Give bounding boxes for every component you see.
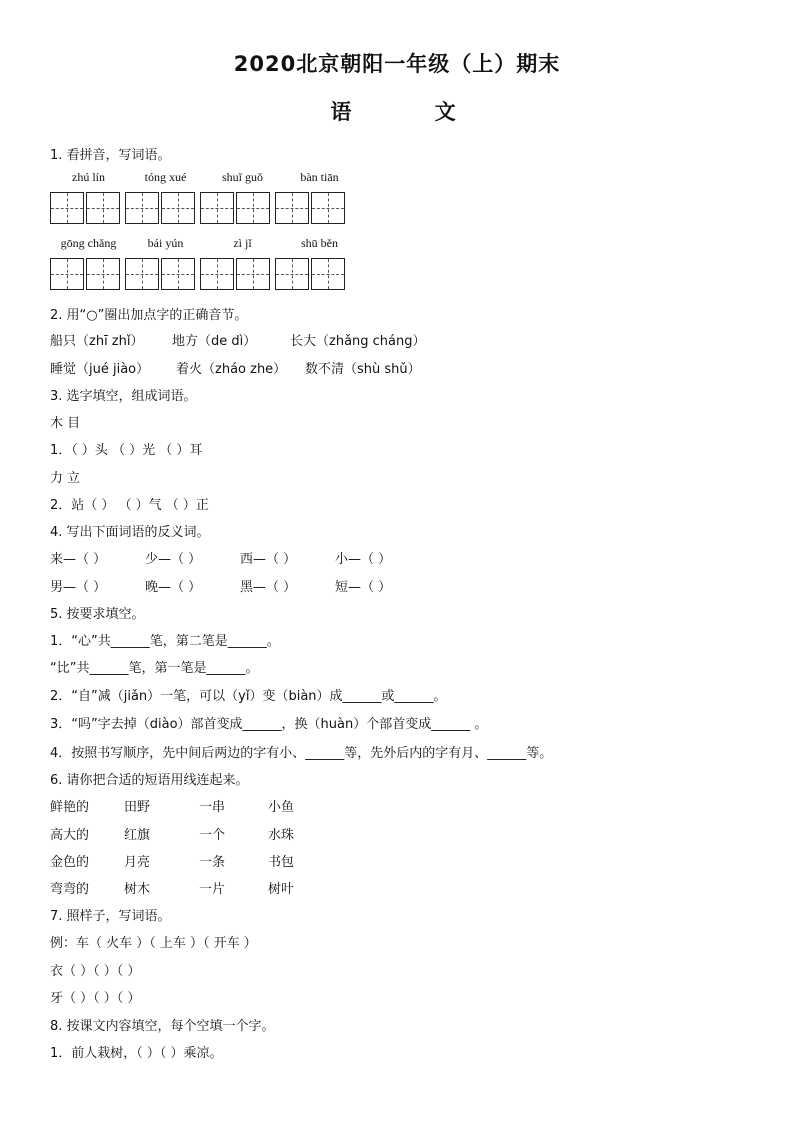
question-5-label: 5. 按要求填空。 — [50, 607, 145, 622]
q2-item: 地方（de dì） — [172, 334, 257, 349]
q2-item: 数不清（shù shǔ） — [305, 362, 421, 377]
antonym-item: 西—（ ） — [240, 552, 297, 567]
pinyin-label: shuǐ guǒ — [221, 170, 263, 184]
q1-writing-grid-row2 — [50, 258, 350, 290]
question-6-label: 6. 请你把合适的短语用线连起来。 — [50, 773, 249, 788]
question-4-label: 4. 写出下面词语的反义词。 — [50, 525, 210, 540]
writing-box[interactable] — [275, 192, 309, 224]
writing-box[interactable] — [311, 258, 345, 290]
q5-line: 2．“自”减（jiǎn）一笔，可以（yǐ）变（biàn）成______或______。 — [50, 689, 447, 704]
writing-box[interactable] — [50, 258, 84, 290]
match-item[interactable]: 弯弯的 — [50, 882, 90, 897]
writing-box[interactable] — [125, 258, 159, 290]
match-item[interactable]: 一条 — [199, 855, 226, 870]
match-item[interactable]: 一个 — [199, 828, 226, 843]
writing-box[interactable] — [125, 192, 159, 224]
q5-line: 3．“吗”字去掉（diào）部首变成______，换（huàn）个部首变成______ 。 — [50, 717, 488, 732]
antonym-item: 晚—（ ） — [145, 580, 202, 595]
match-item[interactable]: 高大的 — [50, 828, 90, 843]
question-1-label: 1. 看拼音，写词语。 — [50, 148, 171, 163]
writing-box-pair — [200, 258, 270, 290]
q2-item: 船只（zhī zhǐ） — [50, 334, 144, 349]
q3-fill-line: 2．站（ ） （ ）气 （ ）正 — [50, 498, 209, 513]
page-title: 2020北京朝阳一年级（上）期末 — [233, 52, 561, 76]
pinyin-label: gōng chǎng — [60, 236, 117, 250]
match-item[interactable]: 月亮 — [124, 855, 151, 870]
writing-box-pair — [200, 192, 270, 224]
pinyin-label: zhú lín — [72, 170, 105, 184]
match-item[interactable]: 金色的 — [50, 855, 90, 870]
question-8-label: 8. 按课文内容填空，每个空填一个字。 — [50, 1019, 275, 1034]
q7-example-line: 例：车（ 火车 ）（ 上车 ）（ 开车 ） — [50, 936, 257, 951]
writing-box-pair — [275, 192, 345, 224]
match-item[interactable]: 鲜艳的 — [50, 800, 90, 815]
q3-choice-chars: 力 立 — [50, 471, 81, 486]
pinyin-label: bàn tiān — [300, 170, 339, 184]
match-item[interactable]: 一片 — [199, 882, 226, 897]
writing-box[interactable] — [200, 192, 234, 224]
antonym-item: 男—（ ） — [50, 580, 107, 595]
q5-line: 4．按照书写顺序，先中间后两边的字有小、______等，先外后内的字有月、______等。 — [50, 746, 553, 761]
writing-box[interactable] — [161, 258, 195, 290]
writing-box-pair — [50, 192, 120, 224]
match-item[interactable]: 树叶 — [268, 882, 295, 897]
writing-box-pair — [50, 258, 120, 290]
subject-title: 语 文 — [330, 100, 494, 124]
q2-item: 睡觉（jué jiào） — [50, 362, 150, 377]
pinyin-label: bái yún — [147, 236, 184, 250]
match-item[interactable]: 红旗 — [124, 828, 151, 843]
pinyin-label: zì jǐ — [233, 236, 252, 250]
question-7-label: 7. 照样子，写词语。 — [50, 909, 171, 924]
q2-item: 长大（zhǎng cháng） — [290, 334, 426, 349]
match-item[interactable]: 水珠 — [268, 828, 295, 843]
q5-line: 1．“心”共______笔，第二笔是______。 — [50, 634, 280, 649]
writing-box[interactable] — [50, 192, 84, 224]
antonym-item: 少—（ ） — [145, 552, 202, 567]
antonym-item: 短—（ ） — [335, 580, 392, 595]
q3-fill-line: 1．（ ）头 （ ）光 （ ）耳 — [50, 443, 203, 458]
q2-item: 着火（zháo zhe） — [176, 362, 287, 377]
match-item[interactable]: 田野 — [124, 800, 151, 815]
antonym-item: 黑—（ ） — [240, 580, 297, 595]
q8-fill-line: 1．前人栽树，（ ）（ ）乘凉。 — [50, 1046, 223, 1061]
match-item[interactable]: 小鱼 — [268, 800, 295, 815]
q5-line: “比”共______笔，第一笔是______。 — [50, 661, 259, 676]
q7-fill-line: 衣（ ）（ ）（ ） — [50, 964, 141, 979]
q1-writing-grid-row1 — [50, 192, 350, 224]
writing-box[interactable] — [86, 258, 120, 290]
antonym-item: 小—（ ） — [335, 552, 392, 567]
writing-box-pair — [275, 258, 345, 290]
writing-box[interactable] — [311, 192, 345, 224]
q1-row2-pinyin — [50, 236, 358, 251]
match-item[interactable]: 一串 — [199, 800, 226, 815]
question-2-label: 2. 用“○”圈出加点字的正确音节。 — [50, 308, 248, 323]
q7-fill-line: 牙（ ）（ ）（ ） — [50, 991, 141, 1006]
antonym-item: 来—（ ） — [50, 552, 107, 567]
q1-row1-pinyin — [50, 170, 358, 185]
q3-choice-chars: 木 目 — [50, 416, 81, 431]
writing-box[interactable] — [161, 192, 195, 224]
match-item[interactable]: 书包 — [268, 855, 295, 870]
pinyin-label: shū běn — [301, 236, 338, 250]
match-item[interactable]: 树木 — [124, 882, 151, 897]
writing-box[interactable] — [275, 258, 309, 290]
writing-box[interactable] — [200, 258, 234, 290]
writing-box-pair — [125, 258, 195, 290]
question-3-label: 3. 选字填空，组成词语。 — [50, 389, 197, 404]
pinyin-label: tóng xué — [144, 170, 187, 184]
writing-box-pair — [125, 192, 195, 224]
writing-box[interactable] — [236, 258, 270, 290]
writing-box[interactable] — [86, 192, 120, 224]
writing-box[interactable] — [236, 192, 270, 224]
